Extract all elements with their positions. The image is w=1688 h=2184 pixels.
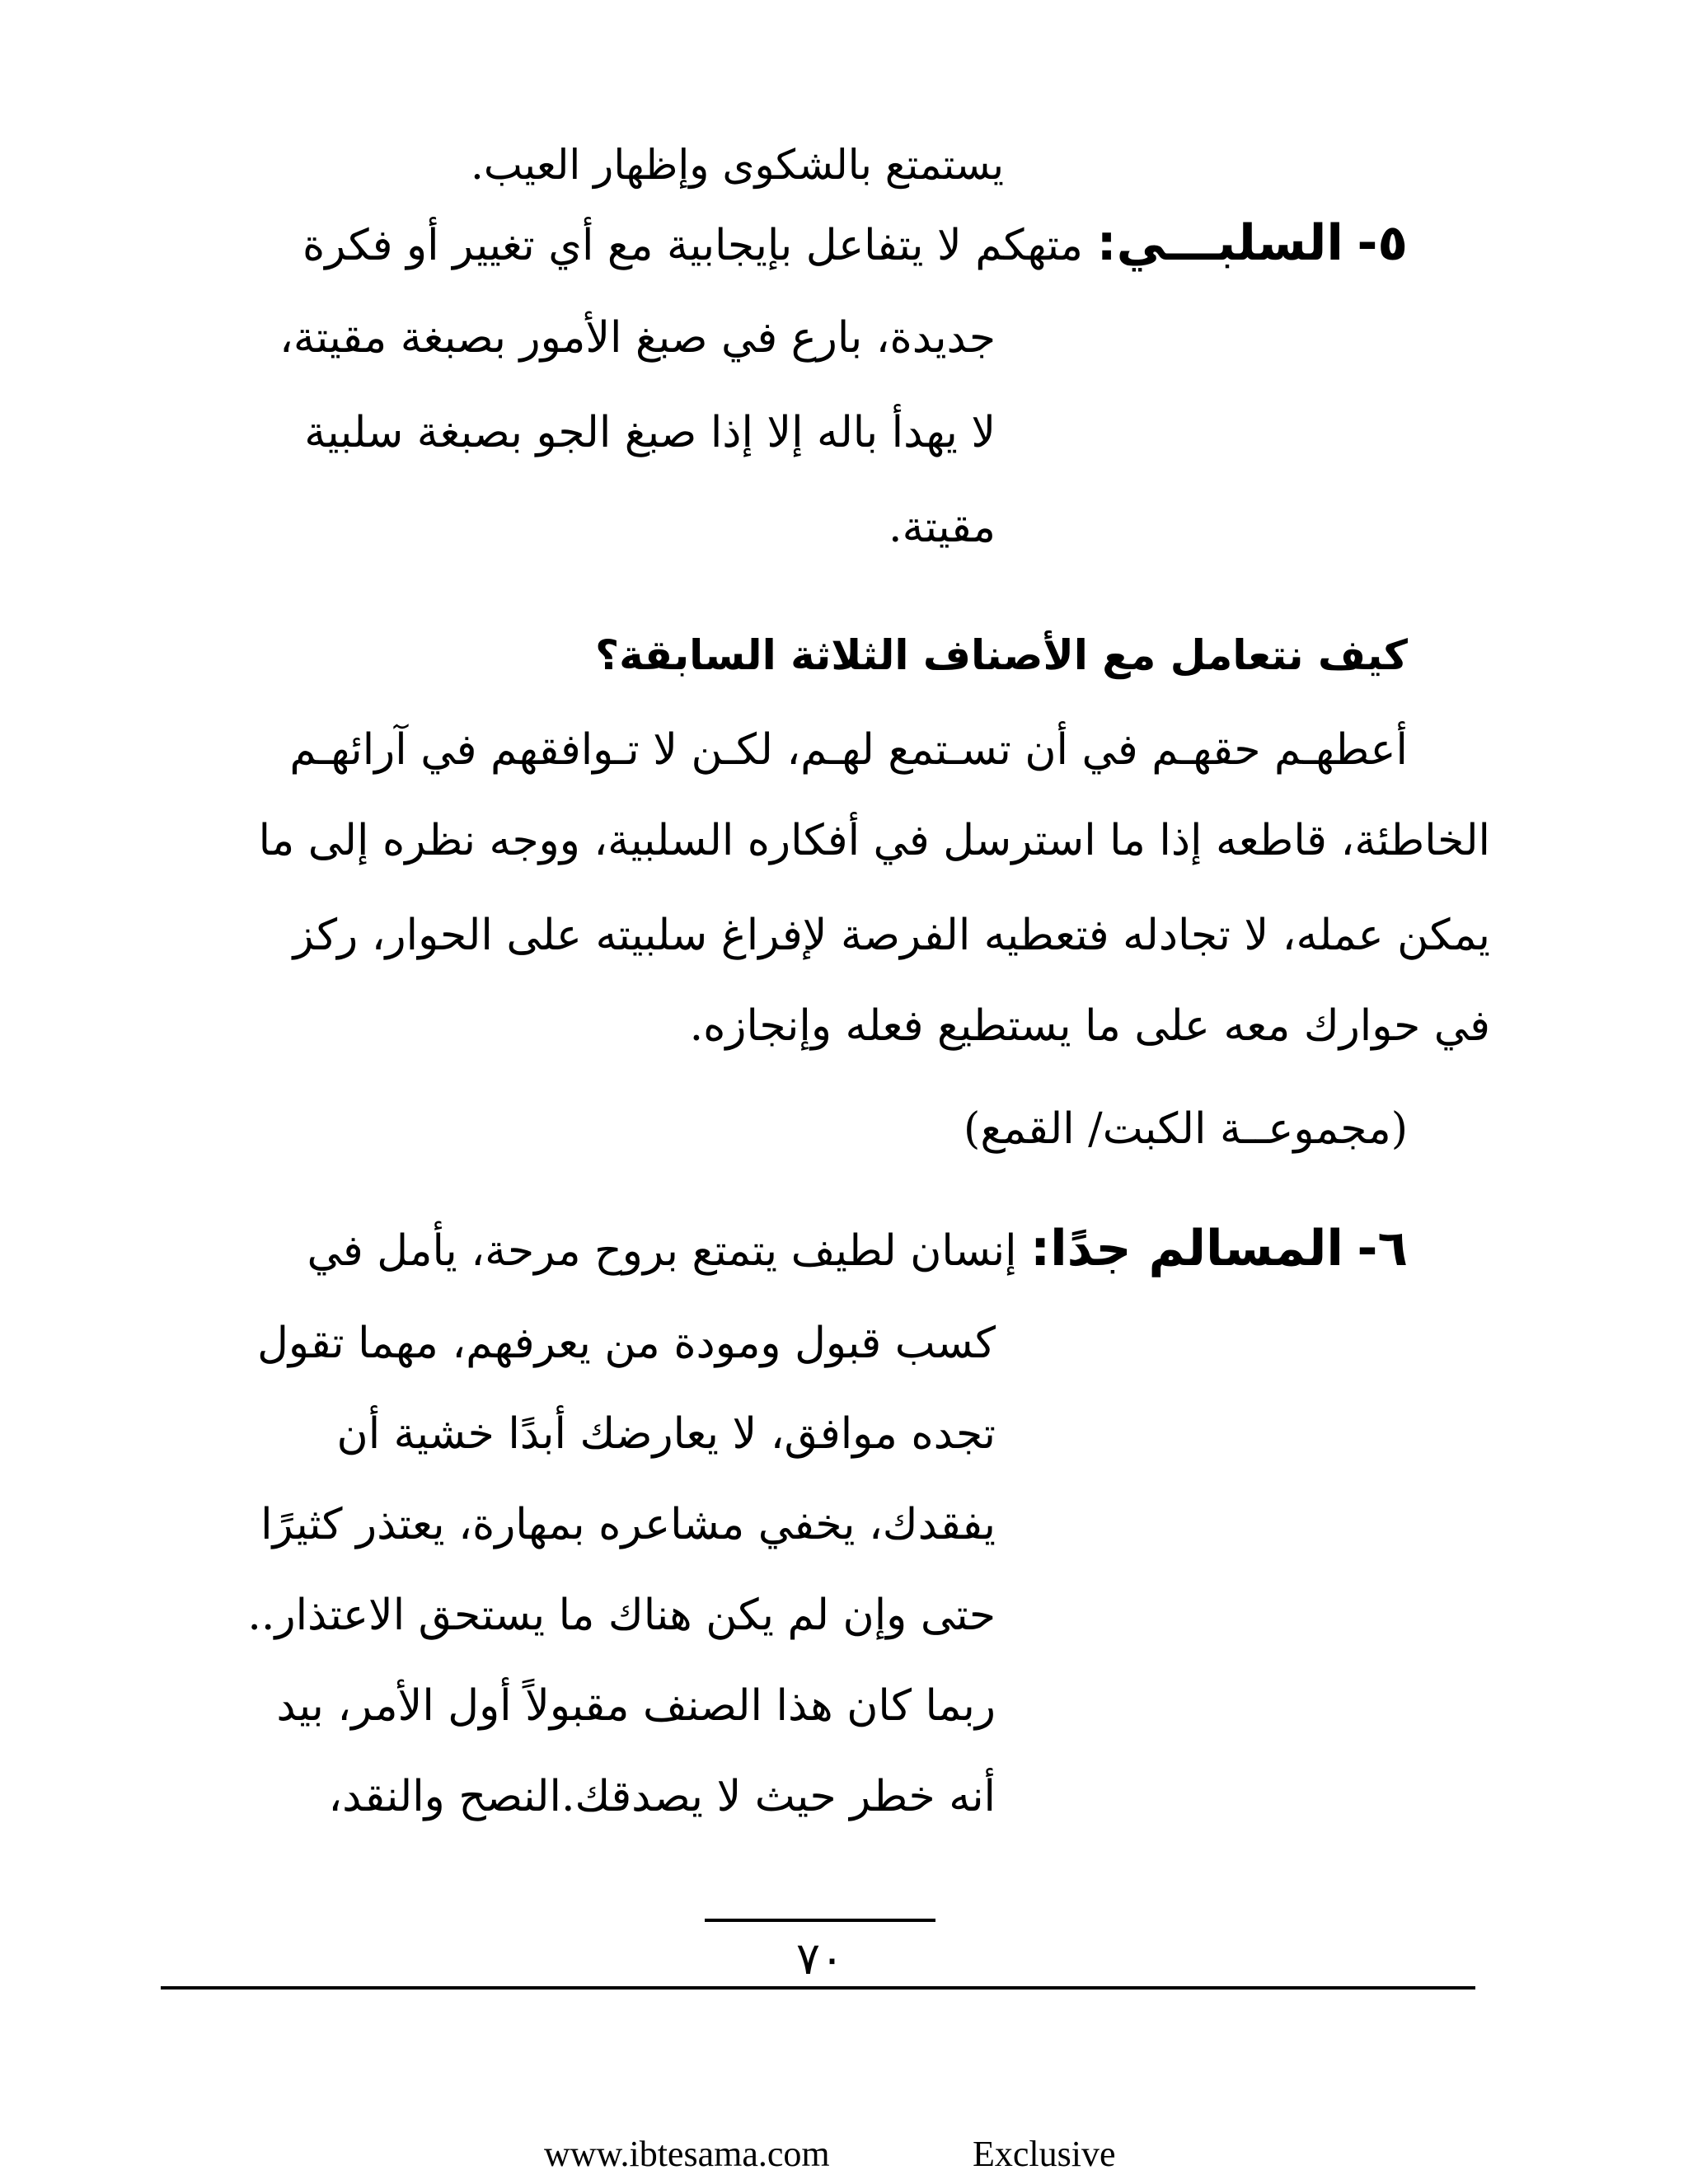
item-6-line: أنه خطر حيث لا يصدقك.النصح والنقد، [328, 1772, 996, 1821]
item-term: المسالم جدًا: [1030, 1220, 1343, 1277]
item-6-line: حتى وإن لم يكن هناك ما يستحق الاعتذار.. [247, 1591, 996, 1640]
item-6-line: يفقدك، يخفي مشاعره بمهارة، يعتذر كثيرًا [260, 1500, 996, 1549]
item-5-line: مقيتة. [889, 503, 996, 552]
item-6-line: ربما كان هذا الصنف مقبولاً أول الأمر، بيد [276, 1681, 996, 1731]
item-text: إنسان لطيف يتمتع بروح مرحة، يأمل في [307, 1226, 1017, 1276]
item-term: السلبـــي: [1096, 214, 1343, 272]
item-6-first-line [307, 1216, 1408, 1284]
group-label: (مجموعــة الكبت/ القمع) [964, 1104, 1408, 1154]
footer-label: Exclusive [973, 2134, 1116, 2174]
item-number: ٥- [1357, 214, 1408, 272]
page-bottom-rule [161, 1986, 1475, 1990]
page-number: ٧٠ [795, 1933, 844, 1985]
item-5-first-line [302, 210, 1408, 279]
item-5-line: لا يهدأ باله إلا إذا صبغ الجو بصبغة سلبية [304, 408, 996, 457]
item-6-line: كسب قبول ومودة من يعرفهم، مهما تقول [257, 1319, 996, 1368]
paragraph-line: أعطهـم حقهـم في أن تسـتمع لهـم، لكـن لا تـوافقهم في آرائهـم [289, 725, 1408, 775]
section-heading: كيف نتعامل مع الأصناف الثلاثة السابقة؟ [595, 631, 1408, 679]
item-number: ٦- [1357, 1220, 1408, 1277]
paragraph-line: يمكن عمله، لا تجادله فتعطيه الفرصة لإفراغ سلبيته على الحوار، ركز [293, 911, 1490, 960]
paragraph-line: الخاطئة، قاطعه إذا ما استرسل في أفكاره السلبية، ووجه نظره إلى ما [258, 816, 1490, 865]
text-line: يستمتع بالشكوى وإظهار العيب. [470, 141, 1004, 189]
item-text: متهكم لا يتفاعل بإيجابية مع أي تغيير أو فكرة [302, 221, 1084, 270]
item-5-line: جديدة، بارع في صبغ الأمور بصبغة مقيتة، [279, 313, 996, 363]
paragraph-line: في حوارك معه على ما يستطيع فعله وإنجازه. [689, 1001, 1490, 1051]
page-number-top-rule [705, 1919, 935, 1922]
item-6-line: تجده موافق، لا يعارضك أبدًا خشية أن [336, 1409, 996, 1459]
footer-website: www.ibtesama.com [544, 2134, 830, 2174]
